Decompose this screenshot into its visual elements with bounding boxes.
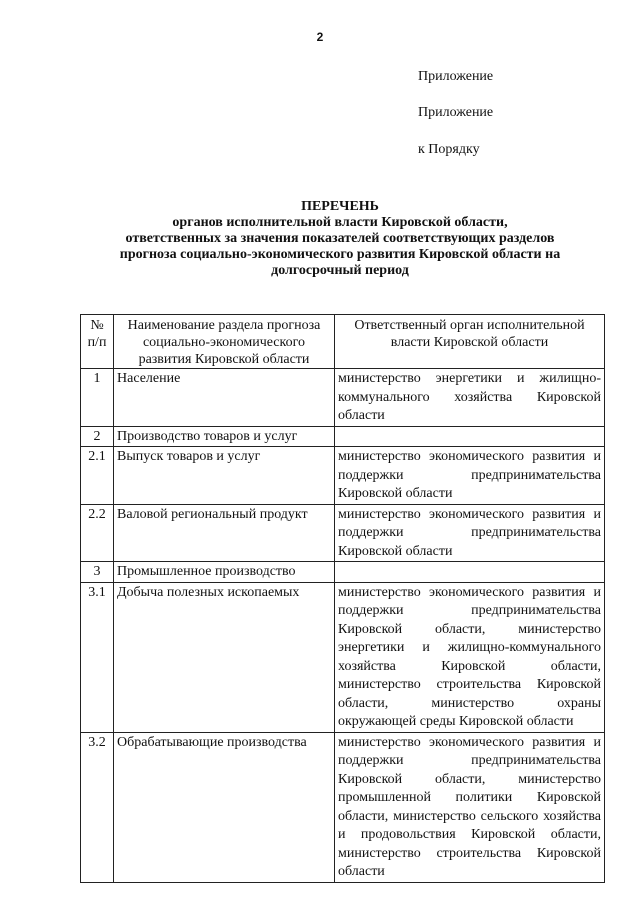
appendix-label-repeat: Приложение <box>418 105 494 120</box>
row-section: Население <box>114 369 335 427</box>
row-authority: министерство экономического развития и поддержки предпринимательства Кировской области <box>335 447 605 505</box>
table-row <box>81 562 605 583</box>
row-authority <box>335 426 605 447</box>
appendix-label: Приложение <box>418 69 494 84</box>
row-num: 1 <box>81 369 114 427</box>
row-num: 2.1 <box>81 447 114 505</box>
title-line: прогноза социально-экономического развития Кировской области на <box>119 247 561 262</box>
row-section: Производство товаров и услуг <box>114 426 335 447</box>
row-num: 3 <box>81 562 114 583</box>
title-line: долгосрочный период <box>271 263 409 278</box>
row-authority <box>335 562 605 583</box>
table-row <box>81 426 605 447</box>
table-row <box>81 369 605 427</box>
row-authority: министерство энергетики и жилищно-коммунального хозяйства Кировской области <box>335 369 605 427</box>
row-section: Промышленное производство <box>114 562 335 583</box>
row-section: Валовой региональный продукт <box>114 504 335 562</box>
header-num: № п/п <box>81 315 114 369</box>
table-row <box>81 582 605 732</box>
table-header-row <box>81 315 605 369</box>
appendix-reference: к Порядку <box>418 142 480 157</box>
title-line: ответственных за значения показателей соответствующих разделов <box>125 231 555 246</box>
row-authority: министерство экономического развития и поддержки предпринимательства Кировской области <box>335 504 605 562</box>
authorities-table <box>80 314 605 883</box>
table-row <box>81 732 605 882</box>
row-num: 3.2 <box>81 732 114 882</box>
row-section: Обрабатывающие производства <box>114 732 335 882</box>
document-title <box>60 199 620 279</box>
row-authority: министерство экономического развития и поддержки предпринимательства Кировской области, министерство энергетики и жилищно-коммунального хозяйства Кировской области, министерство строительства Кировской области, министерство охраны окружающей среды Кировской области <box>335 582 605 732</box>
title-line: органов исполнительной власти Кировской области, <box>172 215 508 230</box>
row-section: Добыча полезных ископаемых <box>114 582 335 732</box>
row-num: 3.1 <box>81 582 114 732</box>
title-heading: ПЕРЕЧЕНЬ <box>301 199 379 214</box>
row-authority: министерство экономического развития и поддержки предпринимательства Кировской области, министерство промышленной политики Кировской области, министерство сельского хозяйства и продовольствия Кировской области, министерство строительства Кировской области <box>335 732 605 882</box>
table-row <box>81 447 605 505</box>
header-authority: Ответственный орган исполнительной власти Кировской области <box>335 315 605 369</box>
row-section: Выпуск товаров и услуг <box>114 447 335 505</box>
row-num: 2.2 <box>81 504 114 562</box>
header-section: Наименование раздела прогноза социально-экономического развития Кировской области <box>114 315 335 369</box>
table-row <box>81 504 605 562</box>
page-number: 2 <box>316 30 324 44</box>
row-num: 2 <box>81 426 114 447</box>
